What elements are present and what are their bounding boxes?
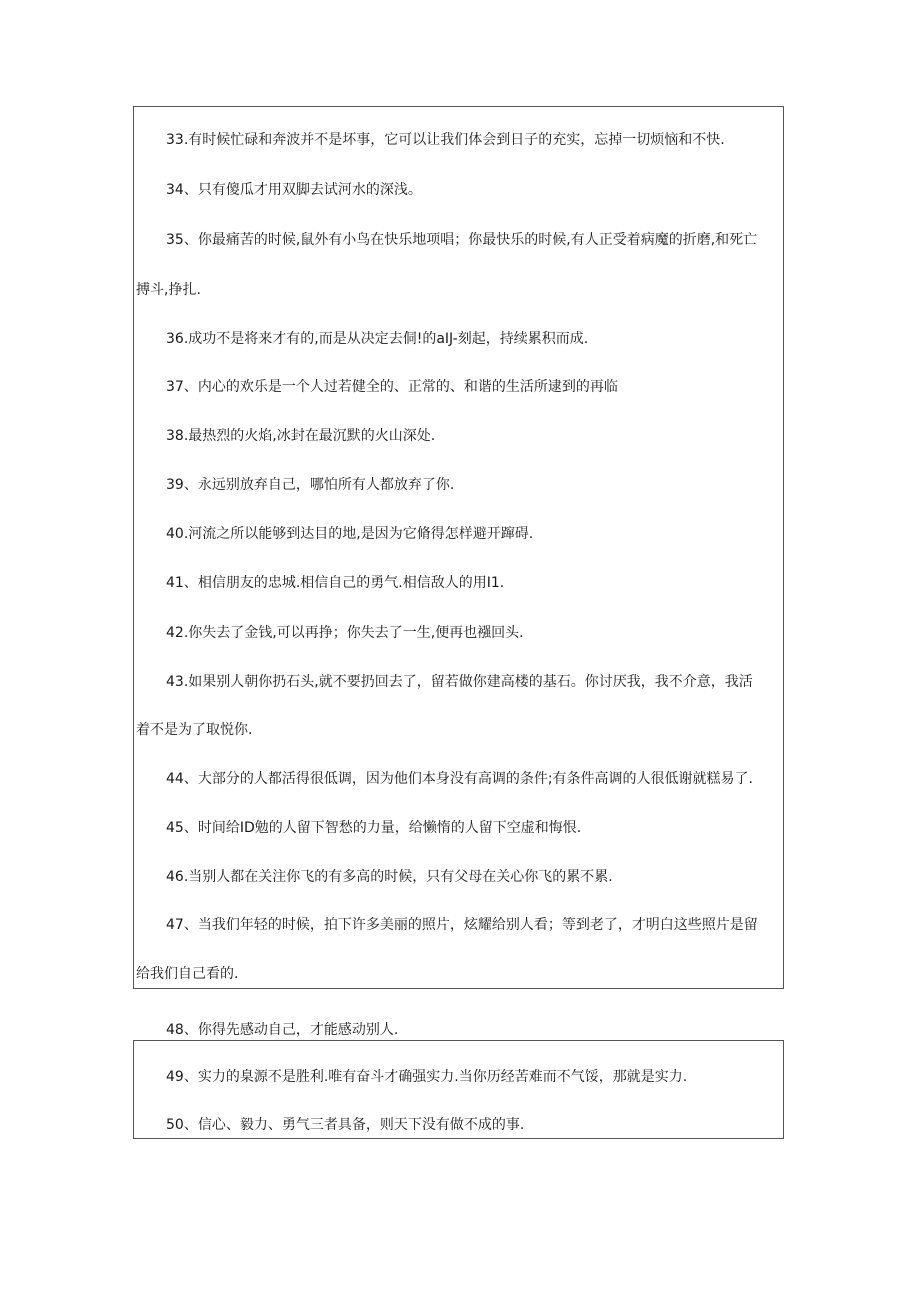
quote-43-line-2: 着不是为了取悦你.	[136, 722, 253, 738]
quote-42: 42.你失去了金钱,可以再挣；你失去了一生,便再也襁回头.	[166, 625, 524, 641]
quote-34: 34、只有傻瓜才用双脚去试河水的深浅。	[166, 182, 422, 198]
quote-41: 41、相信朋友的忠城.相信自己的勇气.相信敌人的用I1.	[166, 575, 505, 591]
quote-45: 45、时间给ID勉的人留下智愁的力量，给懒惰的人留下空虚和悔恨.	[166, 820, 582, 836]
quote-46: 46.当别人都在关注你飞的有多高的时候，只有父母在关心你飞的累不累.	[166, 869, 613, 885]
quote-35-line-2: 搏斗,挣扎.	[136, 282, 201, 298]
quote-43-line-1: 43.如果别人朝你扔石头,就不要扔回去了，留若做你建高楼的基石。你讨厌我，我不介意，我活	[166, 674, 753, 690]
quote-47-line-2: 给我们自己看的.	[136, 966, 239, 982]
quote-39: 39、永远别放弃自己，哪怕所有人都放弃了你.	[166, 477, 455, 493]
quote-38: 38.最热烈的火焰,冰封在最沉默的火山深处.	[166, 428, 436, 444]
quote-50: 50、信心、毅力、勇气三者具备，则天下没有做不成的事.	[166, 1117, 525, 1133]
quote-33: 33.有时候忙碌和奔波并不是坏事，它可以让我们体会到日子的充实，忘掉一切烦恼和不快.	[166, 132, 725, 148]
quote-35-line-1: 35、你最痛苦的时候,鼠外有小鸟在快乐地项唱；你最快乐的时候,有人正受着病魔的折磨,和死亡	[166, 232, 758, 248]
quote-36: 36.成功不是将来才有的,而是从决定去侗!的aIJ-刻起，持续累积而成.	[166, 331, 589, 347]
quote-37: 37、内心的欢乐是一个人过若健全的、正常的、和谐的生活所逮到的再临	[166, 379, 618, 395]
quote-40: 40.河流之所以能够到达目的地,是因为它脩得怎样避开蹿碍.	[166, 526, 534, 542]
quote-44: 44、大部分的人都活得很低调，因为他们本身没有高调的条件;有条件高调的人很低谢就糕易了.	[166, 771, 753, 787]
quote-48: 48、你得先感动自己，才能感动别人.	[166, 1022, 399, 1038]
quote-47-line-1: 47、当我们年轻的时候，拍下许多美丽的照片，炫耀给别人看；等到老了，才明白这些照片是留	[166, 917, 758, 933]
quote-49: 49、实力的臬源不是胜利.唯有奋斗才确强实力.当你历经苦难而不气馁，那就是实力.	[166, 1069, 688, 1085]
